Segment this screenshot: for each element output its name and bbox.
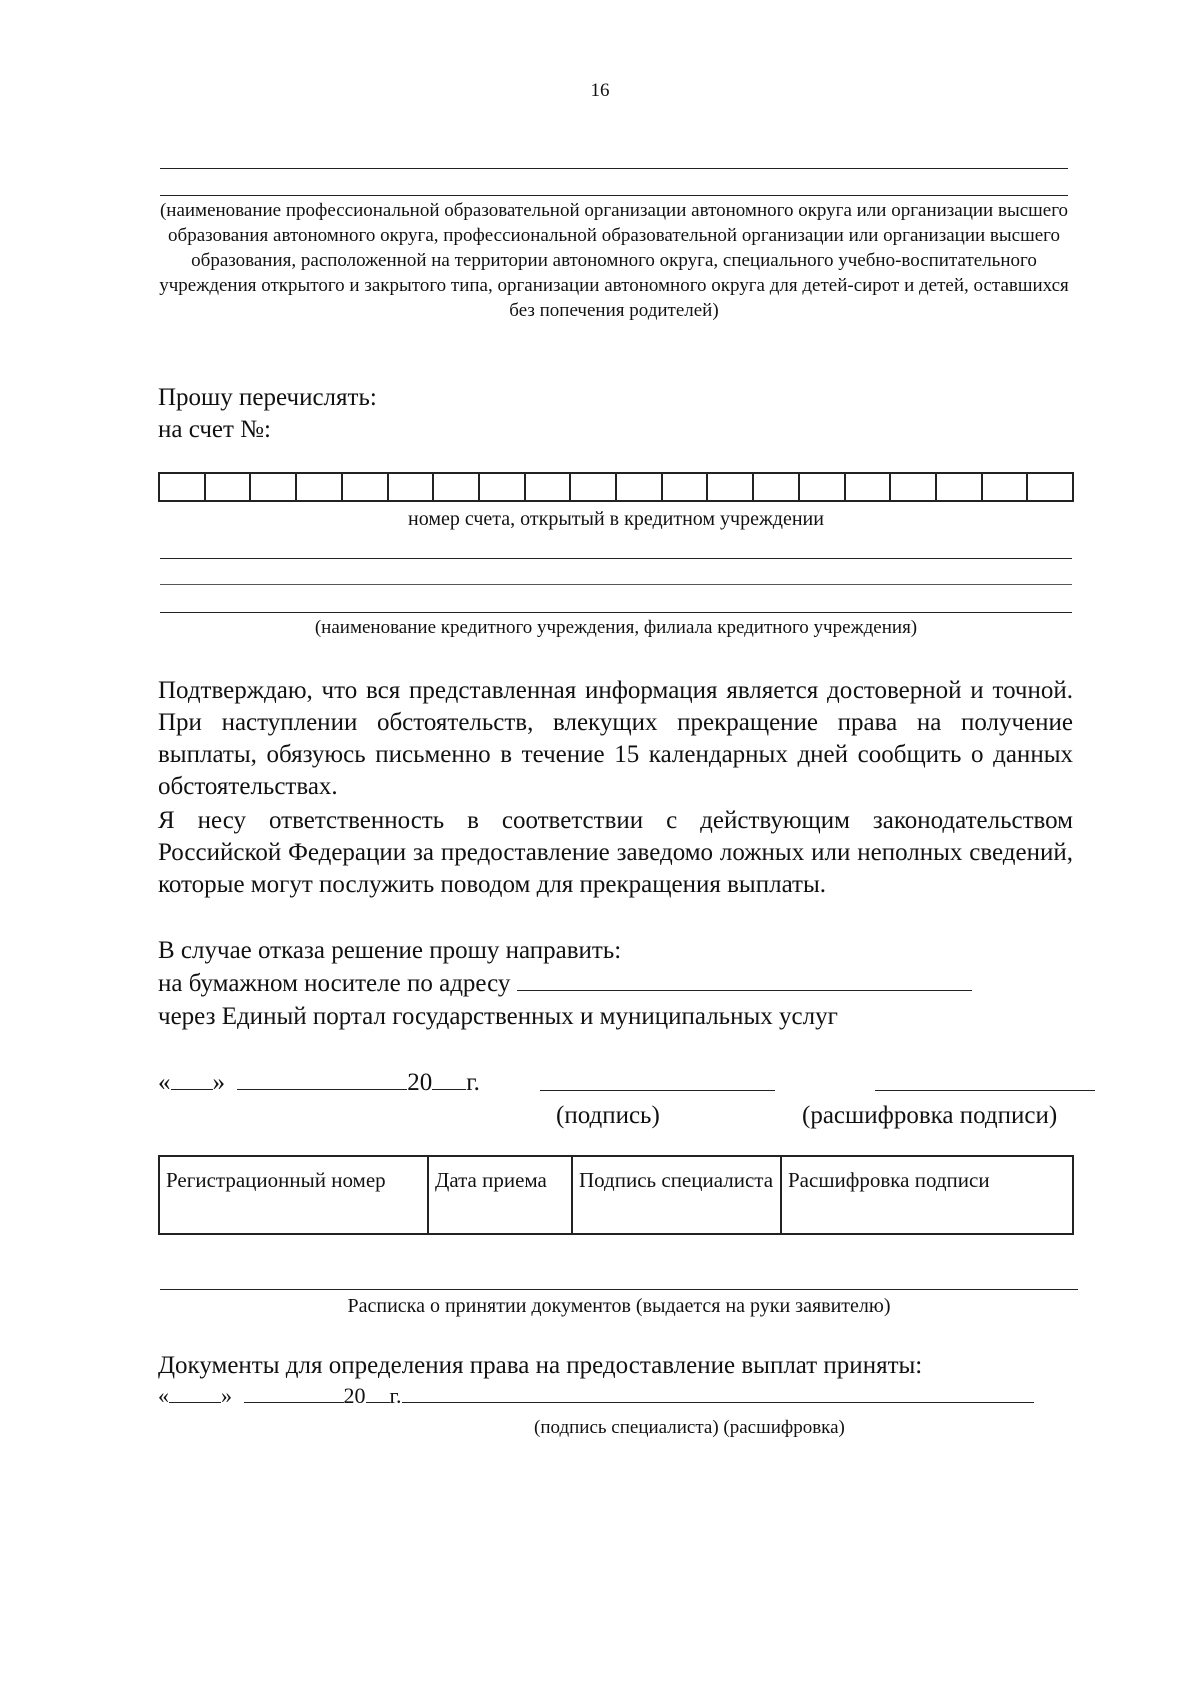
refusal-heading: В случае отказа решение прошу направить:	[158, 937, 622, 964]
account-digit-cell[interactable]	[617, 474, 663, 500]
receipt-open-quote: «	[158, 1383, 169, 1408]
receipt-year-field[interactable]	[366, 1382, 390, 1403]
account-digit-cell[interactable]	[251, 474, 297, 500]
responsibility-paragraph: Я несу ответственность в соответствии с действующим законодательством Российской Федерации за предоставление заведомо ложных или неполных сведений, которые могут послужить поводом для прекращения выплаты.	[158, 807, 1073, 898]
account-digit-cell[interactable]	[526, 474, 572, 500]
receipt-statement: Документы для определения права на предоставление выплат приняты:	[158, 1352, 923, 1379]
day-field[interactable]	[171, 1067, 213, 1090]
account-digit-cell[interactable]	[434, 474, 480, 500]
account-digit-cell[interactable]	[663, 474, 709, 500]
account-digit-cell[interactable]	[343, 474, 389, 500]
bank-line-1[interactable]	[160, 558, 1072, 559]
close-quote: »	[212, 1069, 225, 1096]
receipt-close-quote: »	[221, 1383, 232, 1408]
account-digit-cell[interactable]	[206, 474, 252, 500]
receipt-signature-field[interactable]	[402, 1382, 1034, 1403]
account-digit-cell[interactable]	[297, 474, 343, 500]
receipt-caption: Расписка о принятии документов (выдается на руки заявителю)	[347, 1295, 891, 1317]
date-signature-row	[158, 1067, 480, 1099]
account-digit-cell[interactable]	[480, 474, 526, 500]
year-prefix: 20	[407, 1069, 433, 1096]
receipt-month-field[interactable]	[244, 1382, 344, 1403]
account-digit-cell[interactable]	[983, 474, 1029, 500]
receipt-separator	[160, 1289, 1078, 1290]
decryption-caption: (расшифровка подписи)	[802, 1102, 1058, 1129]
signature-caption: (подпись)	[556, 1102, 660, 1129]
year-suffix: г.	[466, 1069, 480, 1096]
bank-caption: (наименование кредитного учреждения, филиала кредитного учреждения)	[314, 617, 918, 638]
account-digit-cell[interactable]	[389, 474, 435, 500]
account-digit-cell[interactable]	[754, 474, 800, 500]
transfer-request-line1: Прошу перечислять:	[158, 384, 377, 411]
paper-option-label: на бумажном носителе по адресу	[158, 970, 511, 997]
account-digit-cell[interactable]	[1028, 474, 1072, 500]
account-caption: номер счета, открытый в кредитном учреждении	[408, 508, 824, 530]
refusal-portal-option: через Единый портал государственных и муниципальных услуг	[158, 1003, 838, 1030]
account-digit-cell[interactable]	[800, 474, 846, 500]
confirmation-paragraph: Подтверждаю, что вся представленная информация является достоверной и точной. При наступлении обстоятельств, влекущих прекращение права на получение выплаты, обязуюсь письменно в течение 15 календарных дней сообщить о данных обстоятельствах.	[158, 677, 1073, 800]
registration-table	[158, 1155, 1074, 1235]
page-number: 16	[590, 80, 610, 101]
account-digit-cell[interactable]	[160, 474, 206, 500]
specialist-signature-cell[interactable]: Подпись специалиста	[572, 1156, 781, 1234]
decryption-line[interactable]	[875, 1090, 1095, 1091]
month-field[interactable]	[237, 1067, 407, 1090]
signature-decryption-cell[interactable]: Расшифровка подписи	[781, 1156, 1073, 1234]
address-field[interactable]	[517, 968, 972, 991]
account-digit-cell[interactable]	[891, 474, 937, 500]
receipt-year-prefix: 20	[343, 1383, 366, 1408]
account-digit-cell[interactable]	[571, 474, 617, 500]
signature-line[interactable]	[540, 1090, 775, 1091]
open-quote: «	[158, 1069, 171, 1096]
table-row	[159, 1156, 1073, 1234]
org-line-2[interactable]	[160, 195, 1068, 196]
receipt-day-field[interactable]	[169, 1382, 221, 1403]
refusal-paper-option	[158, 968, 972, 1000]
reception-date-cell[interactable]: Дата приема	[428, 1156, 572, 1234]
account-number-cells[interactable]	[158, 472, 1074, 502]
registration-number-cell[interactable]: Регистрационный номер	[159, 1156, 428, 1234]
org-line-1[interactable]	[160, 168, 1068, 169]
bank-line-2[interactable]	[160, 584, 1072, 585]
receipt-year-suffix: г.	[389, 1383, 402, 1408]
account-digit-cell[interactable]	[846, 474, 892, 500]
bank-line-3[interactable]	[160, 612, 1072, 613]
transfer-request-line2: на счет №:	[158, 416, 271, 443]
year-field[interactable]	[432, 1067, 466, 1090]
org-caption: (наименование профессиональной образовательной организации автономного округа или организации высшего образования автономного округа, профессиональной образовательной организации или организации высшего образования, расположенной на территории автономного округа, специального учебно-воспитательного учреждения открытого и закрытого типа, организации автономного округа для детей-сирот и детей, оставшихся без попечения родителей)	[159, 200, 1069, 321]
account-digit-cell[interactable]	[708, 474, 754, 500]
account-digit-cell[interactable]	[937, 474, 983, 500]
receipt-signature-caption: (подпись специалиста) (расшифровка)	[534, 1417, 845, 1438]
receipt-date-row	[158, 1382, 1034, 1410]
